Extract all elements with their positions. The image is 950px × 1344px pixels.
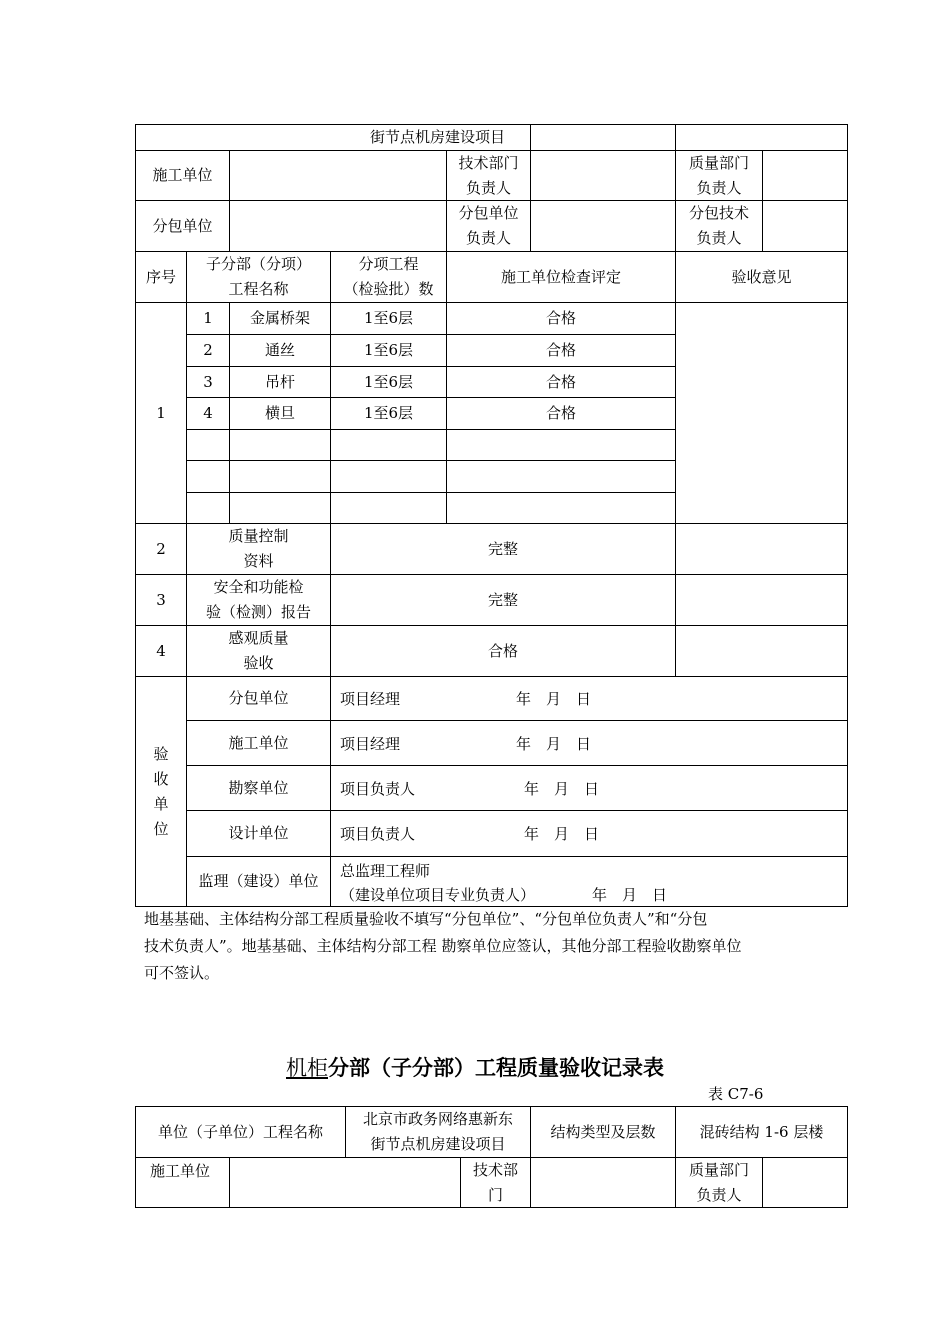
- quality-dept-head-label-line2: 负责人: [696, 178, 742, 197]
- row4-name-line2: 验收: [243, 654, 274, 672]
- tech-dept-head-label-line1: 技术部门: [458, 153, 519, 172]
- signoff-date[interactable]: 年 月 日: [592, 886, 668, 904]
- signoff-role: 项目经理: [340, 690, 401, 708]
- form-title-underlined: 机柜: [286, 1056, 328, 1080]
- row4-name: [187, 626, 330, 676]
- header-sub-count-line1: 分项工程: [358, 255, 419, 273]
- acceptance-units-char: 单: [153, 794, 169, 813]
- quality-dept-head-label-line1: 质量部门: [688, 153, 749, 172]
- subcontract-unit-label: 分包单位: [152, 216, 213, 235]
- note-line: 地基基础、主体结构分部工程质量验收不填写“分包单位”、“分包单位负责人”和“分包: [144, 910, 708, 928]
- header-sub-name-line1: 子分部（分项）: [205, 255, 311, 273]
- signoff-unit: 分包单位: [228, 689, 289, 707]
- acceptance-units-char: 验: [153, 744, 169, 763]
- construction-unit-label: 施工单位: [152, 166, 213, 184]
- header-sub-name: [187, 252, 330, 302]
- unit-name-value-line2: 街节点机房建设项目: [370, 1135, 506, 1153]
- quality-dept-label-line2: 负责人: [696, 1185, 742, 1204]
- item-name: 通丝: [264, 341, 295, 359]
- group1-seq: 1: [156, 403, 166, 422]
- signoff-date[interactable]: 年 月 日: [516, 735, 592, 753]
- item-count: 1至6层: [363, 404, 414, 422]
- row2-name-line2: 资料: [243, 552, 274, 570]
- subcontract-tech-head-label-line1: 分包技术: [688, 204, 749, 222]
- unit-name-label: 单位（子单位）工程名称: [157, 1122, 323, 1141]
- signoff-date[interactable]: 年 月 日: [516, 690, 592, 708]
- row2-seq: 2: [156, 539, 166, 558]
- row3-name-line1: 安全和功能检: [213, 578, 304, 596]
- signoff-role: 项目经理: [340, 735, 401, 753]
- header-acceptance: 验收意见: [731, 267, 792, 286]
- item-name: 吊杆: [264, 372, 295, 391]
- signoff-date[interactable]: 年 月 日: [524, 780, 600, 798]
- tech-dept-label: [461, 1158, 530, 1207]
- tech-dept-head-label: [447, 151, 530, 200]
- signoff-unit: 勘察单位: [228, 778, 289, 797]
- row2-name-line1: 质量控制: [228, 527, 289, 545]
- item-count: 1至6层: [363, 309, 414, 327]
- form-number: 表 C7-6: [708, 1085, 764, 1103]
- subcontract-head-label-line1: 分包单位: [458, 204, 519, 222]
- subcontract-head-label-line2: 负责人: [465, 229, 511, 247]
- item-count: 1至6层: [363, 372, 414, 391]
- form-title: [0, 1052, 950, 1082]
- subcontract-head-label: [447, 201, 530, 251]
- row4-eval: 合格: [487, 641, 518, 660]
- signoff-date[interactable]: 年 月 日: [524, 825, 600, 843]
- unit-name-value-line1: 北京市政务网络惠新东: [362, 1110, 513, 1128]
- tech-dept-head-label-line2: 负责人: [465, 178, 511, 197]
- signoff-role: 总监理工程师: [340, 862, 431, 880]
- header-sub-name-line2: 工程名称: [228, 280, 289, 298]
- unit-name-value[interactable]: [346, 1107, 530, 1157]
- header-sub-count: [331, 252, 446, 302]
- row2-eval: 完整: [487, 539, 518, 558]
- acceptance-units-label: [136, 677, 186, 906]
- item-no: 1: [203, 309, 213, 327]
- row3-seq: 3: [156, 590, 166, 609]
- project-name-tail: 街节点机房建设项目: [369, 128, 505, 146]
- subcontract-tech-head-label: [676, 201, 762, 251]
- signoff-unit: 监理（建设）单位: [198, 872, 319, 890]
- construction-unit-label: 施工单位: [150, 1162, 211, 1180]
- item-eval: 合格: [545, 341, 576, 359]
- row4-name-line1: 感观质量: [228, 629, 289, 647]
- item-eval: 合格: [545, 309, 576, 327]
- subcontract-tech-head-label-line2: 负责人: [696, 229, 742, 247]
- header-seq: 序号: [145, 267, 176, 286]
- quality-dept-label-line1: 质量部门: [688, 1160, 749, 1179]
- row3-name: [187, 575, 330, 625]
- signoff-unit: 设计单位: [228, 824, 289, 842]
- quality-dept-label: [676, 1158, 762, 1207]
- header-sub-count-line2: （检验批）数: [343, 280, 434, 298]
- acceptance-note: [144, 906, 824, 987]
- row4-seq: 4: [156, 641, 166, 660]
- item-no: 2: [203, 341, 213, 359]
- item-no: 3: [203, 372, 213, 391]
- row3-eval: 完整: [487, 590, 518, 609]
- signoff-role: 项目负责人: [340, 825, 416, 843]
- header-self-check: 施工单位检查评定: [500, 267, 621, 286]
- item-name: 金属桥架: [249, 309, 310, 327]
- signoff-role: 项目负责人: [340, 780, 416, 798]
- row2-name: [187, 524, 330, 574]
- signoff-role-secondary: （建设单位项目专业负责人）: [340, 886, 536, 904]
- note-line: 可不签认。: [144, 964, 220, 982]
- acceptance-units-char: 收: [153, 769, 169, 788]
- tech-dept-label-line2: 门: [487, 1185, 503, 1204]
- item-count: 1至6层: [363, 341, 414, 359]
- item-eval: 合格: [545, 372, 576, 391]
- item-name: 横旦: [264, 404, 295, 422]
- structure-value[interactable]: 混砖结构 1-6 层楼: [699, 1122, 824, 1141]
- item-eval: 合格: [545, 404, 576, 422]
- acceptance-units-char: 位: [153, 819, 169, 838]
- tech-dept-label-line1: 技术部: [472, 1160, 518, 1179]
- row3-name-line2: 验（检测）报告: [205, 603, 311, 621]
- signoff-unit: 施工单位: [228, 733, 289, 752]
- structure-label: 结构类型及层数: [550, 1122, 656, 1141]
- note-line: 技术负责人”。地基基础、主体结构分部工程 勘察单位应签认，其他分部工程验收勘察单位: [144, 937, 742, 955]
- item-no: 4: [203, 404, 213, 422]
- form-title-rest: 分部（子分部）工程质量验收记录表: [328, 1056, 664, 1080]
- construction-unit-value[interactable]: [230, 151, 446, 200]
- quality-dept-head-label: [676, 151, 762, 200]
